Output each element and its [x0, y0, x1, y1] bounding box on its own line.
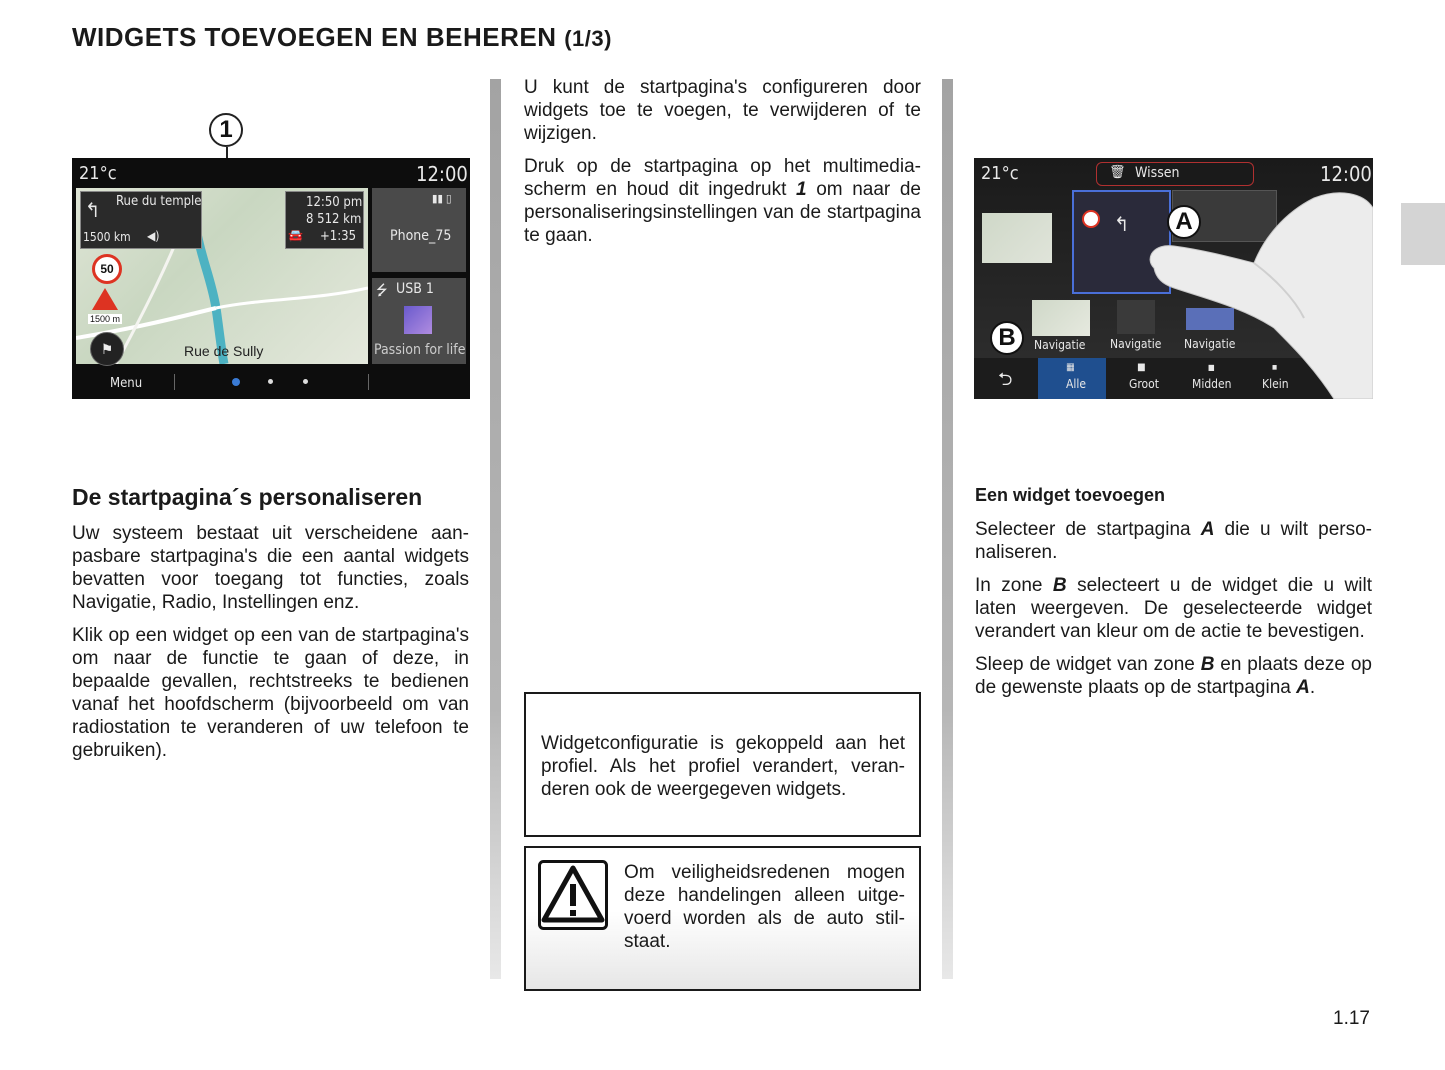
callout-1: 1: [209, 113, 243, 147]
turn-arrow-icon: ↰: [1114, 212, 1130, 236]
widget-label: Navigatie: [1034, 338, 1086, 352]
section-heading: De startpagina´s personaliseren: [72, 484, 423, 510]
page-number: 1.17: [1333, 1008, 1370, 1029]
phone-widget[interactable]: [372, 188, 466, 272]
page-dot-active[interactable]: [232, 378, 240, 386]
ref-b: B: [1200, 654, 1215, 675]
temperature: 21°c: [79, 163, 117, 184]
hand-illustration: [1144, 188, 1373, 399]
usb-widget[interactable]: [372, 278, 466, 364]
paragraph: Sleep de widget van zone B en plaats deze op de gewenste plaats op de startpagina A.: [975, 654, 1372, 698]
tab-label: Midden: [1192, 377, 1232, 391]
nav-distance: 1500 km: [83, 230, 131, 244]
column-divider-right: [942, 79, 953, 979]
square-icon: ■: [1208, 363, 1215, 372]
tab-label: Klein: [1262, 377, 1289, 391]
warning-distance: 1500 m: [90, 314, 121, 324]
phone-label: Phone_75: [390, 228, 452, 244]
eta-box[interactable]: [285, 191, 364, 249]
col2-body: [524, 76, 921, 257]
screen-home: [72, 158, 470, 399]
tab-alle[interactable]: [1038, 358, 1106, 399]
clock: 12:00: [416, 162, 468, 186]
song-title: Passion for life: [374, 342, 466, 358]
eta-time: 12:50 pm: [306, 195, 363, 210]
map-street-label: Rue de Sully: [184, 343, 264, 359]
ref-a: A: [1200, 519, 1215, 540]
widget-label: Navigatie: [1110, 337, 1162, 351]
paragraph: Selecteer de startpagina A die u wilt personaliseren.: [975, 519, 1372, 563]
column-divider-left: [490, 79, 501, 979]
widget-nav-large[interactable]: [1032, 300, 1090, 336]
paragraph: U kunt de startpagina's configureren door widgets toe te voegen, te verwijderen of te wijzigen.: [524, 77, 921, 144]
nav-instruction-box[interactable]: [80, 191, 202, 249]
warning-box: [524, 846, 921, 991]
usb-icon: ⭍: [376, 283, 388, 299]
tab-label: Groot: [1129, 377, 1159, 391]
paragraph: Druk op de startpagina op het multimediascherm en houd dit ingedrukt 1 om naar de personaliseringsinstellingen van de startpagina te gaan.: [524, 156, 921, 246]
street-name: Rue du temple: [116, 194, 202, 209]
square-icon: ■: [1272, 364, 1278, 371]
grid-icon: ▦: [1066, 362, 1075, 373]
bar-divider: [174, 374, 175, 390]
signal-icon: ▮▮ ▯: [432, 192, 452, 205]
page-dot[interactable]: [303, 379, 308, 384]
label-b: B: [990, 321, 1024, 355]
trash-icon: 🗑: [1109, 165, 1126, 180]
home-preview-map[interactable]: [982, 213, 1052, 263]
ref-a: A: [1296, 677, 1310, 698]
flag-icon[interactable]: ⚑: [90, 332, 124, 366]
warning-sign-icon: [92, 288, 118, 310]
page-dot[interactable]: [268, 379, 273, 384]
album-art-icon: [404, 306, 432, 334]
clock: 12:00: [1320, 162, 1372, 186]
back-icon[interactable]: ⮌: [998, 369, 1013, 390]
note-box: [524, 692, 921, 837]
volume-icon: ◀): [147, 229, 160, 243]
bar-divider: [368, 374, 369, 390]
warning-triangle-icon: [538, 860, 608, 930]
widget-label: Navigatie: [1184, 337, 1236, 351]
speed-limit-sign: [1082, 210, 1100, 228]
col1-body: [72, 522, 469, 772]
warning-text: Om veiligheidsredenen mogen deze handelingen alleen uitgevoerd worden als de auto stilstaat.: [624, 862, 905, 952]
note-text: Widgetconfiguratie is gekoppeld aan het profiel. Als het profiel verandert, veranderen ook de weergegeven widgets.: [541, 733, 905, 800]
usb-label: USB 1: [396, 281, 434, 297]
car-icon: 🚘: [288, 228, 303, 242]
ref-b: B: [1052, 575, 1067, 596]
paragraph: In zone B selecteert u de widget die u wilt laten weergeven. De geselecteerde widget verandert van kleur om de actie te bevestigen.: [975, 575, 1372, 642]
page-title-suffix: (1/3): [564, 26, 612, 51]
square-icon: ■: [1137, 362, 1146, 373]
turn-arrow-icon: ↰: [85, 198, 101, 222]
col3-body: [975, 518, 1372, 709]
menu-button[interactable]: Menu: [110, 376, 143, 391]
wissen-button[interactable]: [1096, 162, 1254, 186]
temperature: 21°c: [981, 163, 1019, 184]
screen-widget-config: [974, 158, 1373, 399]
ref-1: 1: [796, 179, 807, 200]
label-a: A: [1167, 205, 1201, 239]
paragraph: Klik op een widget op een van de startpagina's om naar de functie te gaan of deze, in bepaalde gevallen, rechtstreeks te bedienen vanaf het hoofdscherm (bijvoorbeeld om van radiostation te veranderen of uw telefoon te gebruiken).: [72, 625, 469, 761]
speed-limit-sign: 50: [92, 254, 122, 284]
wissen-label: Wissen: [1135, 165, 1180, 181]
eta-distance: 8 512 km: [306, 212, 362, 227]
eta-delta: +1:35: [320, 229, 357, 244]
tab-label: Alle: [1066, 377, 1087, 391]
paragraph: Uw systeem bestaat uit verscheidene aanpasbare startpagina's die een aantal widgets bevatten voor toegang tot functies, zoals Navigatie, Radio, Instellingen enz.: [72, 523, 469, 613]
chapter-tab: [1401, 203, 1445, 265]
page-title: WIDGETS TOEVOEGEN EN BEHEREN (1/3): [72, 22, 612, 52]
subsection-heading: Een widget toevoegen: [975, 485, 1166, 505]
